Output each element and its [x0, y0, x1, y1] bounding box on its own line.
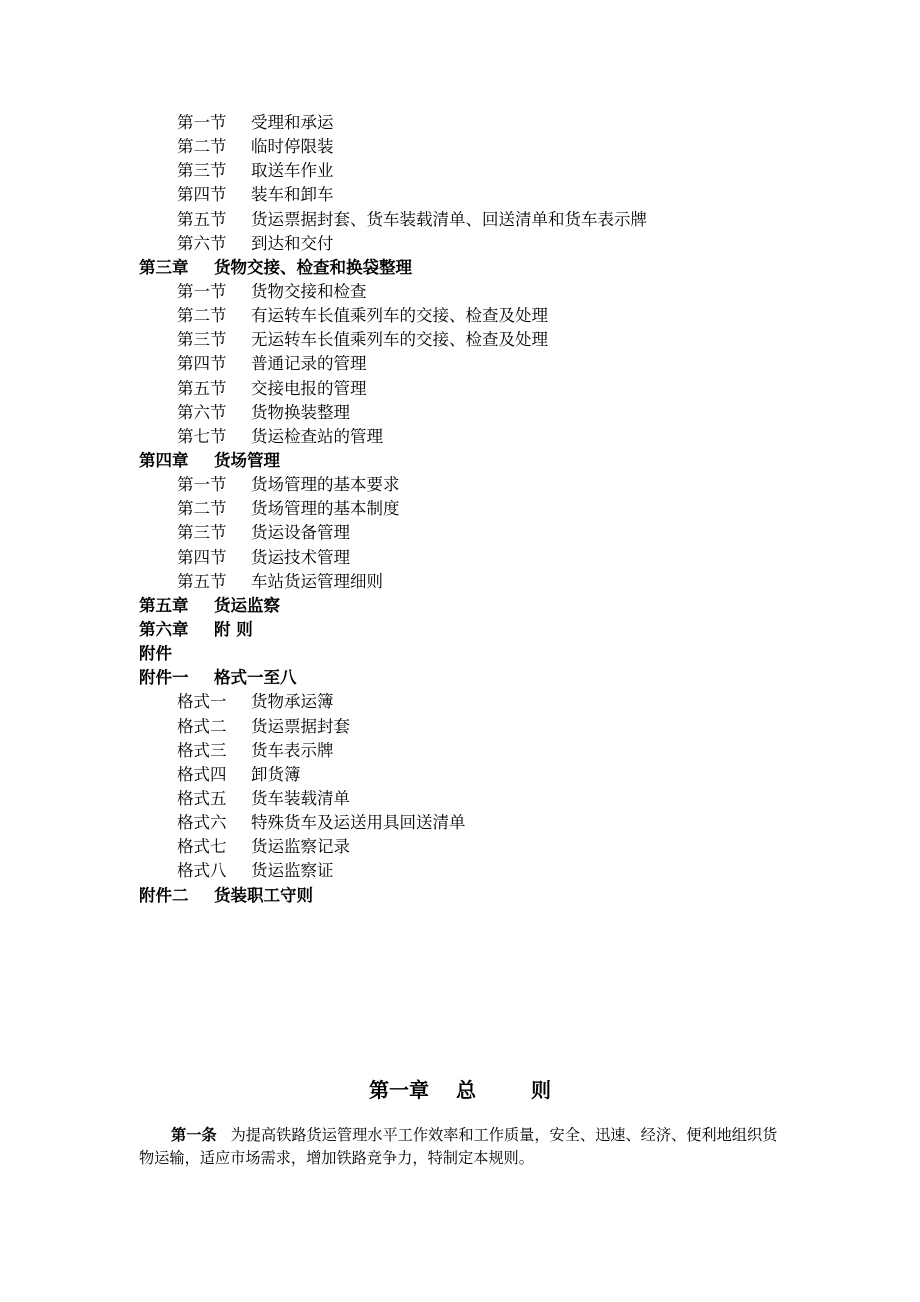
toc-entry-title: 货运监察证 [251, 861, 334, 881]
toc-chapter-entry [0, 449, 920, 473]
toc-entry-title: 货车表示牌 [251, 740, 334, 760]
toc-section-entry [0, 328, 920, 352]
toc-entry-number: 附件一 [139, 668, 189, 688]
toc-entry-number: 格式六 [177, 813, 227, 833]
toc-entry-title: 货运监察 [214, 595, 280, 615]
toc-entry-number: 第六节 [177, 402, 227, 422]
toc-section-entry [0, 183, 920, 207]
toc-entry-title: 特殊货车及运送用具回送清单 [251, 813, 466, 833]
toc-entry-number: 第三节 [177, 161, 227, 181]
toc-entry-title: 到达和交付 [251, 233, 334, 253]
toc-entry-title: 货运监察记录 [251, 837, 350, 857]
toc-chapter-entry [0, 594, 920, 618]
toc-entry-number: 第四章 [139, 450, 189, 470]
toc-entry-number: 第五节 [177, 378, 227, 398]
toc-entry-title: 货运票据封套 [251, 716, 350, 736]
toc-entry-number: 第六节 [177, 233, 227, 253]
toc-entry-title: 车站货运管理细则 [251, 571, 383, 591]
toc-section-entry [0, 763, 920, 787]
toc-section-entry [0, 401, 920, 425]
toc-section-entry [0, 715, 920, 739]
toc-chapter-entry [0, 618, 920, 642]
toc-entry-number: 格式八 [177, 861, 227, 881]
toc-entry-title: 货场管理的基本要求 [251, 475, 400, 495]
toc-entry-number: 第二节 [177, 499, 227, 519]
toc-section-entry [0, 135, 920, 159]
toc-entry-title: 货场管理的基本制度 [251, 499, 400, 519]
toc-chapter-entry [0, 642, 920, 666]
toc-entry-number: 第二节 [177, 137, 227, 157]
toc-entry-title: 装车和卸车 [251, 185, 334, 205]
toc-section-entry [0, 232, 920, 256]
toc-entry-title: 交接电报的管理 [251, 378, 367, 398]
toc-entry-number: 第七节 [177, 426, 227, 446]
toc-section-entry [0, 546, 920, 570]
chapter-heading [0, 1072, 920, 1108]
chapter-title-part2: 则 [531, 1078, 551, 1102]
toc-section-entry [0, 521, 920, 545]
toc-section-entry [0, 835, 920, 859]
toc-section-entry [0, 570, 920, 594]
toc-entry-number: 第三节 [177, 523, 227, 543]
toc-section-entry [0, 473, 920, 497]
toc-entry-title: 货运票据封套、货车装载清单、回送清单和货车表示牌 [251, 209, 647, 229]
toc-entry-number: 格式七 [177, 837, 227, 857]
toc-entry-number: 格式三 [177, 740, 227, 760]
toc-section-entry [0, 497, 920, 521]
toc-entry-title: 受理和承运 [251, 113, 334, 132]
toc-entry-number: 第五节 [177, 571, 227, 591]
chapter-title-part1: 总 [456, 1078, 476, 1102]
toc-entry-number: 第一节 [177, 113, 227, 132]
toc-entry-title: 有运转车长值乘列车的交接、检查及处理 [251, 306, 548, 326]
toc-entry-title: 货运设备管理 [251, 523, 350, 543]
toc-entry-title: 货场管理 [214, 450, 280, 470]
toc-entry-number: 附件 [139, 644, 172, 664]
toc-entry-title: 临时停限装 [251, 137, 334, 157]
toc-entry-title: 货运技术管理 [251, 547, 350, 567]
toc-entry-number: 第三节 [177, 330, 227, 350]
toc-entry-number: 第一节 [177, 475, 227, 495]
toc-section-entry [0, 425, 920, 449]
toc-entry-number: 附件二 [139, 885, 189, 905]
toc-entry-number: 第五节 [177, 209, 227, 229]
toc-section-entry [0, 352, 920, 376]
toc-entry-title: 货物交接和检查 [251, 281, 367, 301]
toc-entry-title: 货车装载清单 [251, 788, 350, 808]
toc-entry-number: 第四节 [177, 547, 227, 567]
article-paragraph [139, 1124, 790, 1170]
toc-entry-number: 格式四 [177, 764, 227, 784]
toc-entry-number: 格式一 [177, 692, 227, 712]
toc-entry-number: 第五章 [139, 595, 189, 615]
toc-entry-title: 格式一至八 [214, 668, 297, 688]
toc-entry-title: 货物交接、检查和换袋整理 [214, 257, 412, 277]
chapter-number: 第一章 [369, 1078, 429, 1102]
toc-entry-number: 第六章 [139, 619, 189, 639]
toc-chapter-entry [0, 884, 920, 908]
toc-entry-title: 取送车作业 [251, 161, 334, 181]
toc-section-entry [0, 304, 920, 328]
toc-entry-title: 附 则 [214, 619, 253, 639]
toc-section-entry [0, 377, 920, 401]
toc-entry-title: 卸货簿 [251, 764, 301, 784]
article-text: 为提高铁路货运管理水平工作效率和工作质量，安全、迅速、经济、便利地组织货物运输，适应市场需求，增加铁路竞争力，特制定本规则。 [139, 1126, 778, 1167]
toc-entry-number: 第一节 [177, 281, 227, 301]
toc-entry-title: 货装职工守则 [214, 885, 313, 905]
toc-section-entry [0, 111, 920, 135]
toc-entry-title: 货物承运簿 [251, 692, 334, 712]
toc-section-entry [0, 159, 920, 183]
toc-entry-number: 第二节 [177, 306, 227, 326]
toc-section-entry [0, 739, 920, 763]
toc-entry-title: 货物换装整理 [251, 402, 350, 422]
article-label: 第一条 [171, 1126, 217, 1144]
toc-entry-title: 普通记录的管理 [251, 354, 367, 374]
toc-section-entry [0, 787, 920, 811]
toc-section-entry [0, 280, 920, 304]
toc-entry-number: 第四节 [177, 354, 227, 374]
toc-entry-number: 格式五 [177, 788, 227, 808]
toc-entry-number: 格式二 [177, 716, 227, 736]
toc-section-entry [0, 690, 920, 714]
toc-section-entry [0, 811, 920, 835]
toc-entry-title: 无运转车长值乘列车的交接、检查及处理 [251, 330, 548, 350]
toc-section-entry [0, 208, 920, 232]
table-of-contents [0, 111, 920, 908]
toc-entry-number: 第四节 [177, 185, 227, 205]
toc-entry-title: 货运检查站的管理 [251, 426, 383, 446]
toc-entry-number: 第三章 [139, 257, 189, 277]
toc-chapter-entry [0, 256, 920, 280]
toc-chapter-entry [0, 666, 920, 690]
toc-section-entry [0, 859, 920, 883]
